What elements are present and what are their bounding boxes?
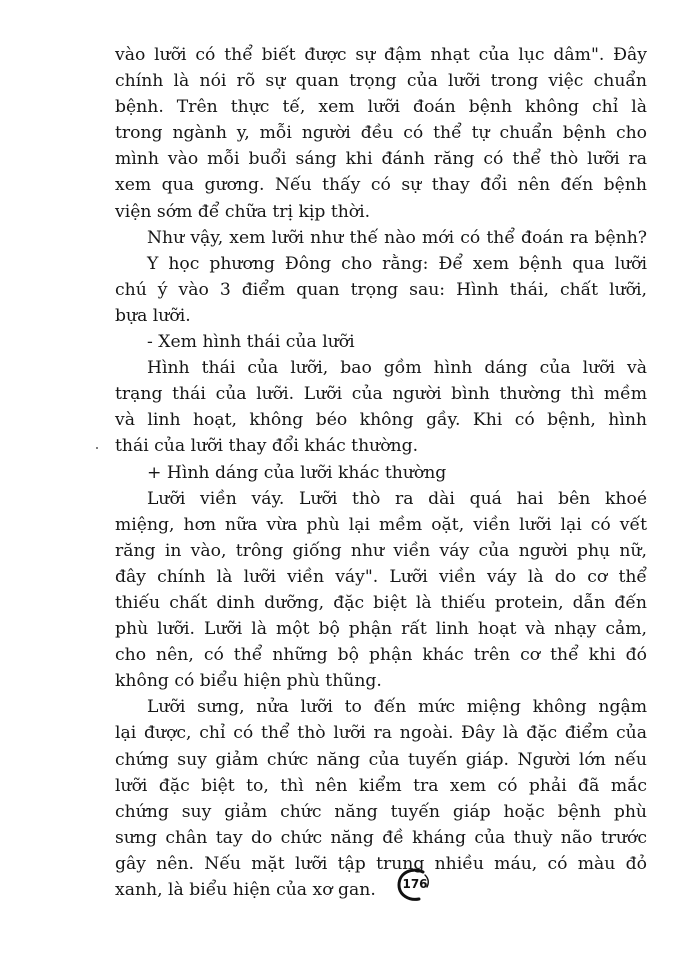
page-number: 176: [402, 877, 428, 891]
text-line: vào lưỡi có thể biết được sự đậm nhạt của lục dâm". Đây: [115, 45, 647, 65]
text-line: Lưỡi sưng, nửa lưỡi to đến mức miệng không ngậm: [147, 697, 647, 718]
book-page-body: [115, 42, 647, 903]
text-line: chính là nói rõ sự quan trọng của lưỡi trong việc chuẩn: [115, 71, 647, 92]
text-line: xanh, là biểu hiện của xơ gan.: [115, 880, 376, 900]
text-line: trạng thái của lưỡi. Lưỡi của người bình thường thì mềm: [115, 384, 647, 405]
text-line: miệng, hơn nữa vừa phù lại mềm oặt, viền lưỡi lại có vết: [115, 514, 647, 535]
text-line: bựa lưỡi.: [115, 305, 191, 326]
text-line: lại được, chỉ có thể thò lưỡi ra ngoài. Đây là đặc điểm của: [115, 723, 647, 744]
text-line: sưng chân tay do chức năng đề kháng của thuỳ não trước: [115, 827, 647, 848]
text-line: gây nên. Nếu mặt lưỡi tập trung nhiều máu, có màu đỏ: [115, 853, 647, 874]
text-line: thiếu chất dinh dưỡng, đặc biệt là thiếu protein, dẫn đến: [115, 592, 647, 613]
text-line: chứng suy giảm chức năng tuyến giáp hoặc bệnh phù: [115, 801, 647, 822]
text-line: chứng suy giảm chức năng của tuyến giáp. Người lớn nếu: [115, 749, 647, 770]
text-line: xem qua gương. Nếu thấy có sự thay đổi nên đến bệnh: [115, 175, 647, 196]
text-line: lưỡi đặc biệt to, thì nên kiểm tra xem có phải đã mắc: [115, 775, 647, 796]
text-line: - Xem hình thái của lưỡi: [147, 332, 355, 353]
text-line: Hình thái của lưỡi, bao gồm hình dáng của lưỡi và: [147, 358, 647, 379]
text-line: thái của lưỡi thay đổi khác thường.: [115, 436, 419, 457]
text-line: chú ý vào 3 điểm quan trọng sau: Hình thái, chất lưỡi,: [115, 279, 647, 300]
text-line: bệnh. Trên thực tế, xem lưỡi đoán bệnh không chỉ là: [115, 97, 647, 118]
text-line: trong ngành y, mỗi người đều có thể tự chuẩn bệnh cho: [115, 123, 647, 144]
text-line: Lưỡi viền váy. Lưỡi thò ra dài quá hai bên khoé: [147, 488, 647, 509]
scan-speck: [96, 447, 98, 449]
text-line: + Hình dáng của lưỡi khác thường: [147, 462, 447, 483]
text-line: viện sớm để chữa trị kịp thời.: [115, 201, 371, 222]
page-number-badge: [395, 868, 433, 902]
text-line: mình vào mỗi buổi sáng khi đánh răng có thể thò lưỡi ra: [115, 149, 647, 170]
text-line: đây chính là lưỡi viền váy". Lưỡi viền váy là do cơ thể: [115, 566, 647, 587]
text-line: cho nên, có thể những bộ phận khác trên cơ thể khi đó: [115, 645, 647, 666]
text-line: Như vậy, xem lưỡi như thế nào mới có thể đoán ra bệnh?: [147, 227, 647, 248]
text-line: phù lưỡi. Lưỡi là một bộ phận rất linh hoạt và nhạy cảm,: [115, 619, 647, 640]
text-line: và linh hoạt, không béo không gầy. Khi có bệnh, hình: [115, 410, 647, 431]
text-line: Y học phương Đông cho rằng: Để xem bệnh qua lưỡi: [147, 253, 647, 274]
text-line: răng in vào, trông giống như viền váy của người phụ nữ,: [115, 540, 647, 561]
text-line: không có biểu hiện phù thũng.: [115, 671, 382, 692]
